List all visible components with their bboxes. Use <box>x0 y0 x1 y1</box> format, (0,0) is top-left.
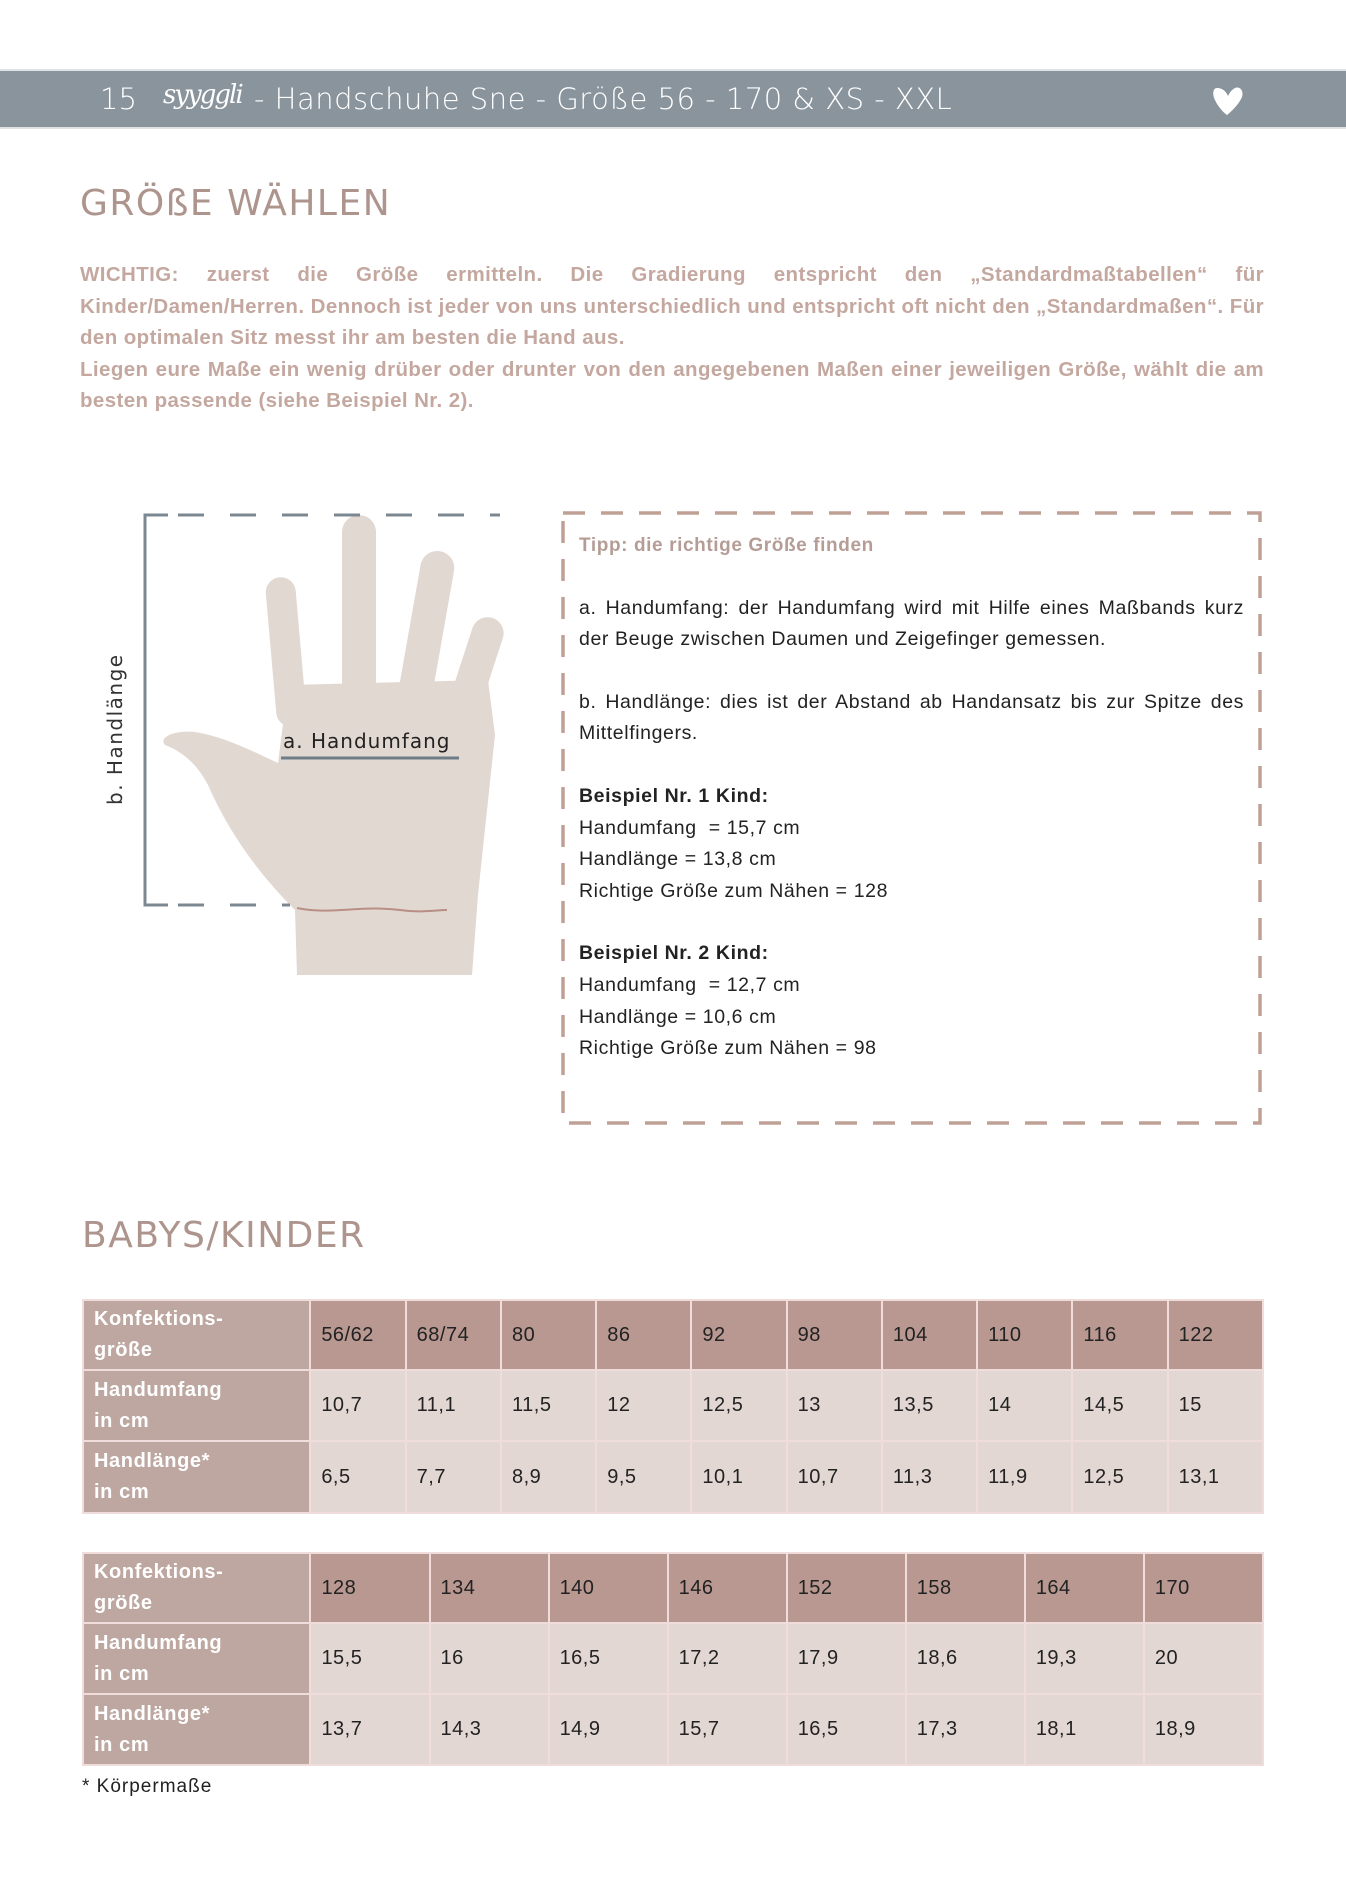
value-cell: 11,3 <box>882 1441 977 1513</box>
row-header: Konfektions- größe <box>83 1300 310 1370</box>
size-cell: 116 <box>1072 1300 1167 1370</box>
value-cell: 16 <box>430 1623 549 1694</box>
intro-paragraph: WICHTIG: zuerst die Größe ermitteln. Die Gradierung entspricht den „Standardmaßtabellen“ für Kinder/Damen/Herren. Dennoch ist jeder von uns unterschiedlich und entspricht oft nicht den „Standardmaßen“. Für den optimalen Sitz messt ihr am besten die Hand aus. <box>80 263 1264 349</box>
value-cell: 14,5 <box>1072 1370 1167 1441</box>
value-cell: 8,9 <box>501 1441 596 1513</box>
size-cell: 164 <box>1025 1553 1144 1623</box>
table-row-size <box>83 1300 1263 1370</box>
value-cell: 12,5 <box>1072 1441 1167 1513</box>
hand-length-label: b. Handlänge <box>103 653 127 805</box>
example-line: Richtige Größe zum Nähen = 128 <box>579 879 889 902</box>
size-cell: 86 <box>596 1300 691 1370</box>
example-line: Handlänge = 10,6 cm <box>579 1005 777 1028</box>
value-cell: 17,9 <box>787 1623 906 1694</box>
heart-icon <box>1208 80 1248 120</box>
size-cell: 98 <box>787 1300 882 1370</box>
value-cell: 14,9 <box>549 1694 668 1765</box>
value-cell: 9,5 <box>596 1441 691 1513</box>
value-cell: 13,7 <box>310 1694 429 1765</box>
example-line: Handumfang = 15,7 cm <box>579 816 801 839</box>
size-cell: 170 <box>1144 1553 1263 1623</box>
size-cell: 158 <box>906 1553 1025 1623</box>
row-header: Handumfang in cm <box>83 1370 310 1441</box>
size-cell: 128 <box>310 1553 429 1623</box>
value-cell: 15 <box>1168 1370 1263 1441</box>
size-cell: 104 <box>882 1300 977 1370</box>
value-cell: 13,5 <box>882 1370 977 1441</box>
size-cell: 140 <box>549 1553 668 1623</box>
value-cell: 11,5 <box>501 1370 596 1441</box>
page-header <box>0 69 1346 129</box>
size-cell: 56/62 <box>310 1300 405 1370</box>
value-cell: 13,1 <box>1168 1441 1263 1513</box>
section-title-size: GRÖßE WÄHLEN <box>80 183 392 224</box>
brand-logo: syyggli <box>163 80 242 110</box>
example-1 <box>579 781 1244 907</box>
table-row-length <box>83 1441 1263 1513</box>
value-cell: 14 <box>977 1370 1072 1441</box>
hand-circumference-label: a. Handumfang <box>283 729 451 753</box>
size-table-1 <box>82 1299 1264 1514</box>
value-cell: 18,6 <box>906 1623 1025 1694</box>
row-header: Handlänge* in cm <box>83 1694 310 1765</box>
document-title: - Handschuhe Sne - Größe 56 - 170 & XS - XXL <box>254 82 953 116</box>
value-cell: 19,3 <box>1025 1623 1144 1694</box>
value-cell: 17,3 <box>906 1694 1025 1765</box>
row-header: Konfektions- größe <box>83 1553 310 1623</box>
size-cell: 80 <box>501 1300 596 1370</box>
example-title: Beispiel Nr. 2 Kind: <box>579 942 769 965</box>
page-number: 15 <box>100 82 137 116</box>
table-row-circumference <box>83 1370 1263 1441</box>
value-cell: 11,1 <box>406 1370 501 1441</box>
value-cell: 12 <box>596 1370 691 1441</box>
example-line: Handlänge = 13,8 cm <box>579 848 777 871</box>
table-row-length <box>83 1694 1263 1765</box>
intro-text <box>80 259 1264 417</box>
size-cell: 110 <box>977 1300 1072 1370</box>
value-cell: 6,5 <box>310 1441 405 1513</box>
size-cell: 146 <box>668 1553 787 1623</box>
value-cell: 7,7 <box>406 1441 501 1513</box>
value-cell: 10,1 <box>691 1441 786 1513</box>
size-cell: 122 <box>1168 1300 1263 1370</box>
example-title: Beispiel Nr. 1 Kind: <box>579 784 769 807</box>
value-cell: 18,1 <box>1025 1694 1144 1765</box>
row-header: Handumfang in cm <box>83 1623 310 1694</box>
size-cell: 134 <box>430 1553 549 1623</box>
value-cell: 12,5 <box>691 1370 786 1441</box>
value-cell: 18,9 <box>1144 1694 1263 1765</box>
value-cell: 20 <box>1144 1623 1263 1694</box>
tip-box <box>560 510 1263 1126</box>
value-cell: 11,9 <box>977 1441 1072 1513</box>
example-line: Richtige Größe zum Nähen = 98 <box>579 1037 877 1060</box>
footnote: * Körpermaße <box>82 1776 213 1797</box>
value-cell: 17,2 <box>668 1623 787 1694</box>
section-title-kids: BABYS/KINDER <box>82 1215 366 1256</box>
row-header: Handlänge* in cm <box>83 1441 310 1513</box>
size-table-2 <box>82 1552 1264 1766</box>
example-2 <box>579 938 1244 1064</box>
size-cell: 92 <box>691 1300 786 1370</box>
value-cell: 14,3 <box>430 1694 549 1765</box>
intro-paragraph: Liegen eure Maße ein wenig drüber oder drunter von den angegebenen Maßen einer jeweiligen Größe, wählt die am besten passende (siehe Beispiel Nr. 2). <box>80 357 1264 412</box>
value-cell: 10,7 <box>310 1370 405 1441</box>
table-row-circumference <box>83 1623 1263 1694</box>
table-row-size <box>83 1553 1263 1623</box>
value-cell: 10,7 <box>787 1441 882 1513</box>
value-cell: 15,7 <box>668 1694 787 1765</box>
tip-title: Tipp: die richtige Größe finden <box>579 535 874 556</box>
tip-length-text: b. Handlänge: dies ist der Abstand ab Handansatz bis zur Spitze des Mittelfingers. <box>579 690 1244 745</box>
value-cell: 15,5 <box>310 1623 429 1694</box>
size-cell: 68/74 <box>406 1300 501 1370</box>
value-cell: 16,5 <box>787 1694 906 1765</box>
example-line: Handumfang = 12,7 cm <box>579 973 801 996</box>
value-cell: 16,5 <box>549 1623 668 1694</box>
size-cell: 152 <box>787 1553 906 1623</box>
value-cell: 13 <box>787 1370 882 1441</box>
tip-circumference-text: a. Handumfang: der Handumfang wird mit Hilfe eines Maßbands kurz der Beuge zwischen Daumen und Zeigefinger gemessen. <box>579 596 1244 651</box>
